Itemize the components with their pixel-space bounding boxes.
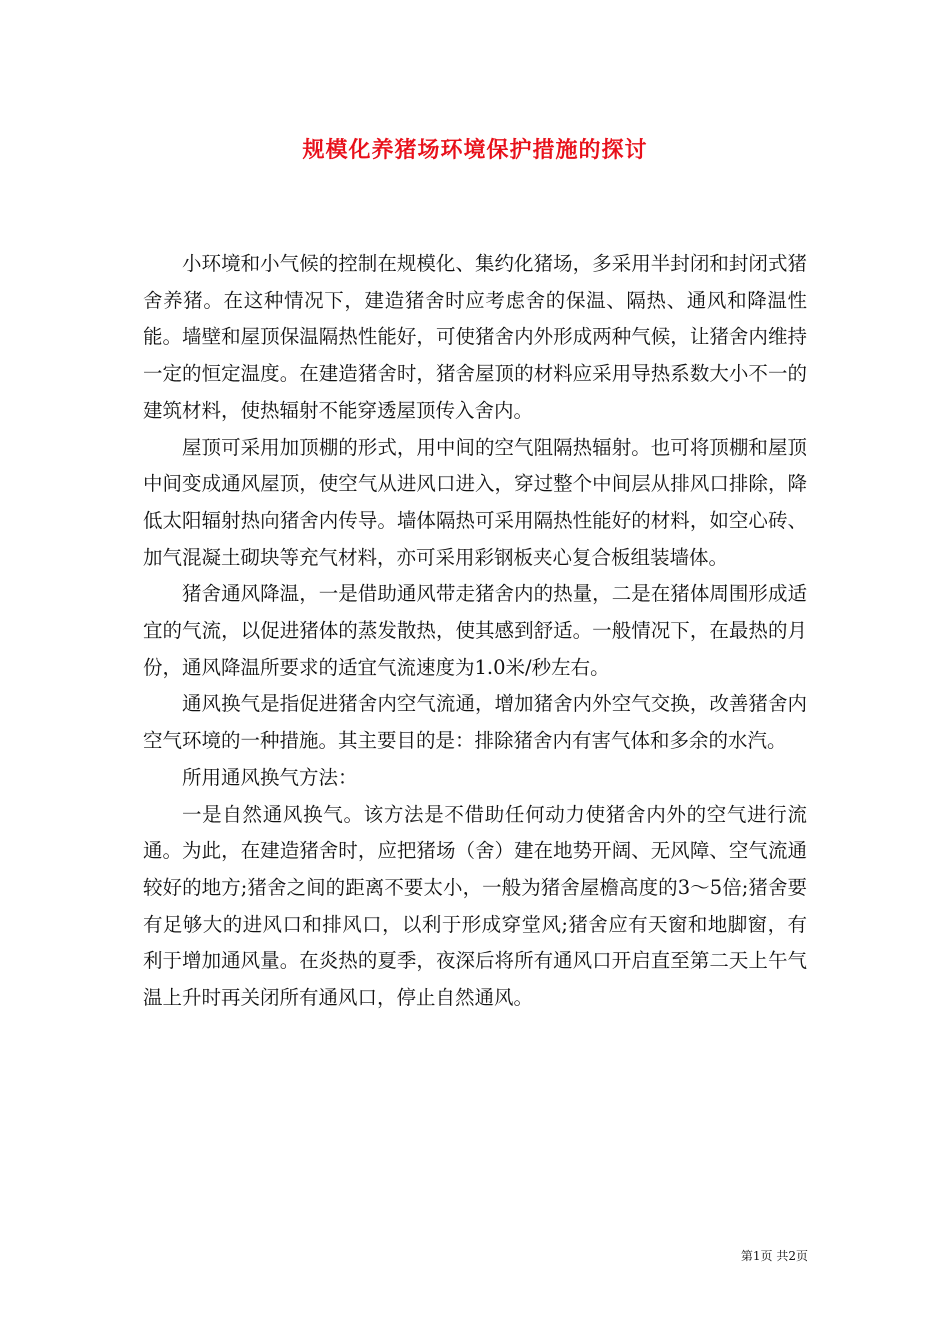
- paragraph-1: 小环境和小气候的控制在规模化、集约化猪场，多采用半封闭和封闭式猪舍养猪。在这种情况下，建造猪舍时应考虑舍的保温、隔热、通风和降温性能。墙壁和屋顶保温隔热性能好，可使猪舍内外形成两种气候，让猪舍内维持一定的恒定温度。在建造猪舍时，猪舍屋顶的材料应采用导热系数大小不一的建筑材料，使热辐射不能穿透屋顶传入舍内。: [143, 252, 807, 422]
- paragraph-6: 一是自然通风换气。该方法是不借助任何动力使猪舍内外的空气进行流通。为此，在建造猪舍时，应把猪场（舍）建在地势开阔、无风障、空气流通较好的地方;猪舍之间的距离不要太小，一般为猪舍屋檐高度的3～5倍;猪舍要有足够大的进风口和排风口，以利于形成穿堂风;猪舍应有天窗和地脚窗，有利于增加通风量。在炎热的夏季，夜深后将所有通风口开启直至第二天上午气温上升时再关闭所有通风口，停止自然通风。: [143, 802, 807, 1010]
- paragraph-2: 屋顶可采用加顶棚的形式，用中间的空气阻隔热辐射。也可将顶棚和屋顶中间变成通风屋顶，使空气从进风口进入，穿过整个中间层从排风口排除，降低太阳辐射热向猪舍内传导。墙体隔热可采用隔热性能好的材料，如空心砖、加气混凝土砌块等充气材料，亦可采用彩钢板夹心复合板组装墙体。: [143, 435, 807, 569]
- paragraph-4: 通风换气是指促进猪舍内空气流通，增加猪舍内外空气交换，改善猪舍内空气环境的一种措施。其主要目的是：排除猪舍内有害气体和多余的水汽。: [143, 692, 807, 753]
- page-number-footer: 第1页 共2页: [740, 1249, 808, 1263]
- paragraph-3: 猪舍通风降温，一是借助通风带走猪舍内的热量，二是在猪体周围形成适宜的气流，以促进猪体的蒸发散热，使其感到舒适。一般情况下，在最热的月份，通风降温所要求的适宜气流速度为1.0米/秒左右。: [143, 582, 807, 679]
- document-body: [143, 246, 807, 1017]
- document-title: 规模化养猪场环境保护措施的探讨: [302, 137, 648, 163]
- paragraph-5: 所用通风换气方法：: [182, 765, 358, 789]
